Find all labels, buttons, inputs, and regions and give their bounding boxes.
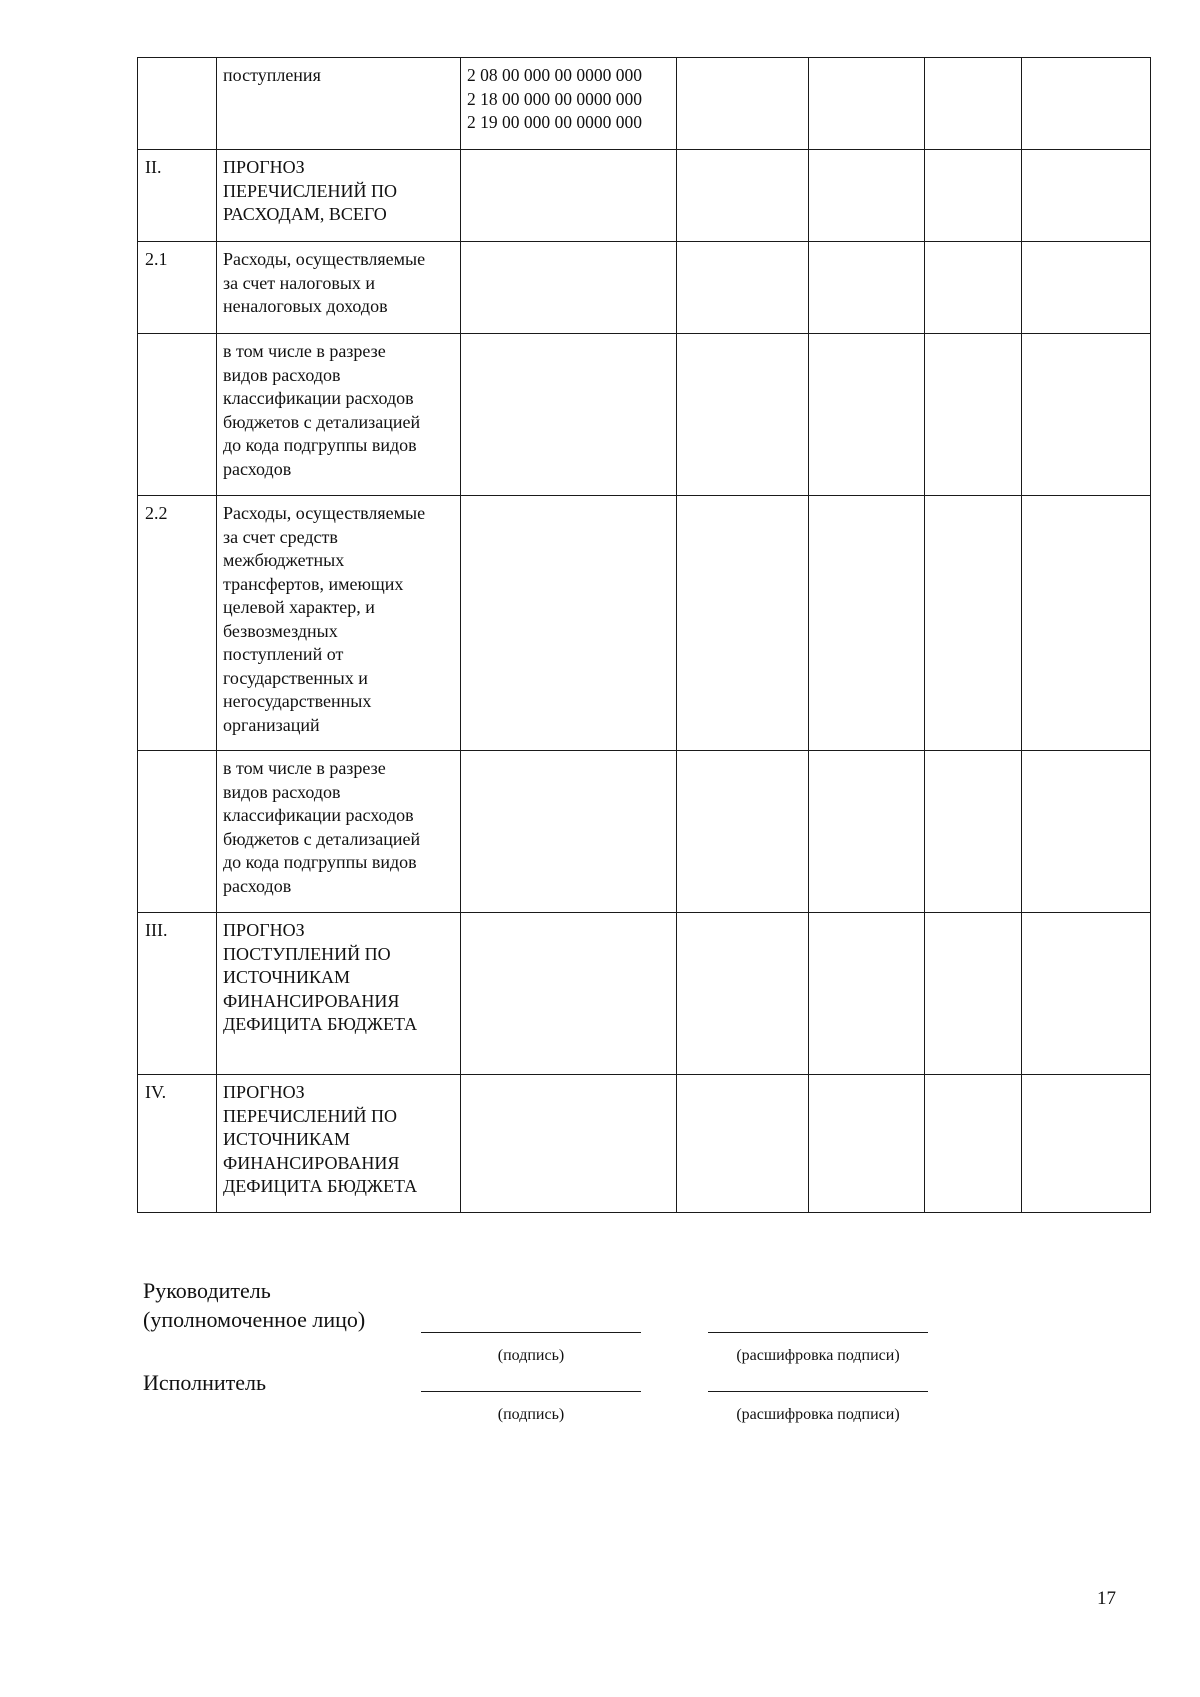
empty-value-cell: [677, 1075, 809, 1213]
budget-code: 2 19 00 000 00 0000 000: [467, 112, 642, 132]
executor-label: Исполнитель: [143, 1370, 267, 1395]
executor-decoding-line: [708, 1391, 928, 1392]
row-number-cell: [138, 1075, 217, 1213]
row-code-cell: [461, 1075, 677, 1213]
empty-value-cell: [1022, 1075, 1151, 1213]
row-description: в том числе в разрезе видов расходов классификации расходов бюджетов с детализацией до кода подгруппы видов расходов: [223, 341, 421, 479]
empty-value-cell: [1022, 913, 1151, 1075]
row-description-cell: [217, 334, 461, 496]
row-code-cell: [461, 242, 677, 334]
row-description-cell: [217, 913, 461, 1075]
empty-value-cell: [809, 242, 925, 334]
head-decoding-caption: (расшифровка подписи): [736, 1347, 900, 1364]
empty-value-cell: [809, 1075, 925, 1213]
empty-value-cell: [925, 242, 1022, 334]
executor-signature-line: [421, 1391, 641, 1392]
empty-value-cell: [809, 334, 925, 496]
row-number-cell: [138, 751, 217, 913]
head-label-line1: Руководитель: [143, 1278, 271, 1303]
table-row: [138, 496, 1151, 751]
row-description: ПРОГНОЗ ПОСТУПЛЕНИЙ ПО ИСТОЧНИКАМ ФИНАНСИРОВАНИЯ ДЕФИЦИТА БЮДЖЕТА: [223, 920, 418, 1034]
row-number: 2.2: [145, 503, 168, 523]
row-number-cell: [138, 150, 217, 242]
row-number-cell: [138, 334, 217, 496]
empty-value-cell: [1022, 334, 1151, 496]
row-description: Расходы, осуществляемые за счет средств межбюджетных трансфертов, имеющих целевой характер, и безвозмездных поступлений от государственных и негосударственных организаций: [223, 503, 426, 735]
empty-value-cell: [925, 913, 1022, 1075]
head-decoding-line: [708, 1332, 928, 1333]
empty-value-cell: [925, 1075, 1022, 1213]
empty-value-cell: [809, 58, 925, 150]
row-description-cell: [217, 58, 461, 150]
budget-code: 2 08 00 000 00 0000 000: [467, 65, 642, 85]
empty-value-cell: [1022, 58, 1151, 150]
row-code-cell: [461, 751, 677, 913]
row-code-cell: [461, 913, 677, 1075]
empty-value-cell: [1022, 150, 1151, 242]
row-number: II.: [145, 157, 162, 177]
row-description-cell: [217, 150, 461, 242]
empty-value-cell: [809, 913, 925, 1075]
forecast-table-body: [138, 58, 1151, 1213]
row-description: в том числе в разрезе видов расходов классификации расходов бюджетов с детализацией до кода подгруппы видов расходов: [223, 758, 421, 896]
signature-block: [143, 1276, 1043, 1436]
table-row: [138, 242, 1151, 334]
row-description: Расходы, осуществляемые за счет налоговых и неналоговых доходов: [223, 249, 426, 316]
table-row: [138, 334, 1151, 496]
row-number-cell: [138, 58, 217, 150]
empty-value-cell: [677, 242, 809, 334]
empty-value-cell: [677, 150, 809, 242]
row-code-cell: [461, 334, 677, 496]
row-description-cell: [217, 751, 461, 913]
row-code-cell: [461, 150, 677, 242]
head-label-line2: (уполномоченное лицо): [143, 1307, 366, 1332]
row-description: ПРОГНОЗ ПЕРЕЧИСЛЕНИЙ ПО РАСХОДАМ, ВСЕГО: [223, 157, 397, 224]
table-row: [138, 751, 1151, 913]
executor-decoding-caption: (расшифровка подписи): [736, 1406, 900, 1423]
head-signature-caption: (подпись): [497, 1347, 565, 1364]
empty-value-cell: [809, 496, 925, 751]
empty-value-cell: [925, 58, 1022, 150]
row-description-cell: [217, 496, 461, 751]
executor-signature-caption: (подпись): [497, 1406, 565, 1423]
empty-value-cell: [1022, 751, 1151, 913]
row-code-cell: [461, 496, 677, 751]
empty-value-cell: [677, 751, 809, 913]
table-row: [138, 150, 1151, 242]
empty-value-cell: [925, 751, 1022, 913]
row-number: III.: [145, 920, 168, 940]
row-number-cell: [138, 913, 217, 1075]
row-description-cell: [217, 1075, 461, 1213]
empty-value-cell: [677, 913, 809, 1075]
empty-value-cell: [1022, 242, 1151, 334]
forecast-table: [137, 57, 1151, 1213]
empty-value-cell: [1022, 496, 1151, 751]
page-number: 17: [1097, 1588, 1116, 1609]
table-row: [138, 1075, 1151, 1213]
row-number: 2.1: [145, 249, 168, 269]
empty-value-cell: [677, 58, 809, 150]
empty-value-cell: [677, 334, 809, 496]
row-code-cell: [461, 58, 677, 150]
row-number: IV.: [145, 1082, 167, 1102]
row-description-cell: [217, 242, 461, 334]
empty-value-cell: [925, 496, 1022, 751]
table-row: [138, 58, 1151, 150]
row-description: поступления: [223, 65, 321, 85]
empty-value-cell: [809, 751, 925, 913]
row-number-cell: [138, 496, 217, 751]
table-row: [138, 913, 1151, 1075]
head-signature-line: [421, 1332, 641, 1333]
empty-value-cell: [925, 150, 1022, 242]
budget-code: 2 18 00 000 00 0000 000: [467, 88, 642, 109]
empty-value-cell: [809, 150, 925, 242]
empty-value-cell: [925, 334, 1022, 496]
row-number-cell: [138, 242, 217, 334]
empty-value-cell: [677, 496, 809, 751]
row-description: ПРОГНОЗ ПЕРЕЧИСЛЕНИЙ ПО ИСТОЧНИКАМ ФИНАНСИРОВАНИЯ ДЕФИЦИТА БЮДЖЕТА: [223, 1082, 418, 1196]
